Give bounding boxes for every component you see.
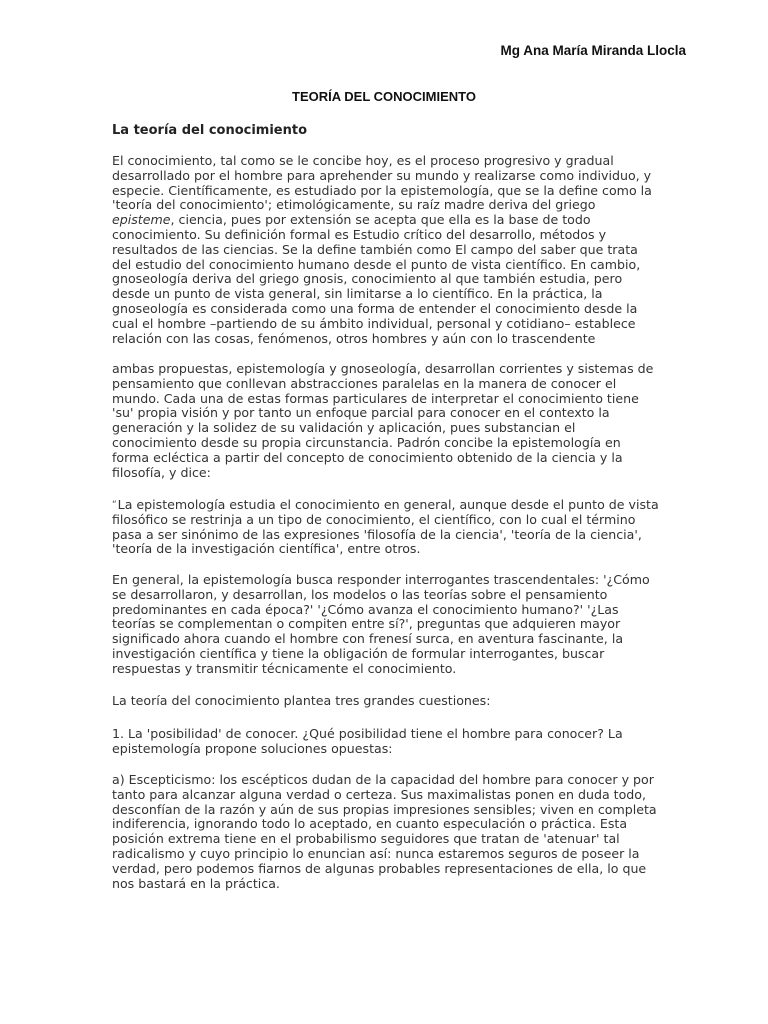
paragraph-3-text: La epistemología estudia el conocimiento en general, aunque desde el punto de vista filosófico se restrinja a un tipo de conocimiento, el científico, con lo cual el término pasa a ser sinónimo de las expresiones 'filosofía de la ciencia', 'teoría de la ciencia', 'teoría de la investigación científica', entre otros. xyxy=(112,497,659,557)
paragraph-6 xyxy=(112,727,660,757)
paragraph-7 xyxy=(112,773,660,891)
section-heading: La teoría del conocimiento xyxy=(112,123,308,138)
paragraph-7-text: a) Escepticismo: los escépticos dudan de la capacidad del hombre para conocer y por tanto para alcanzar alguna verdad o certeza. Sus maximalistas ponen en duda todo, desconfían de la razón y aún de sus propias impresiones sensibles; viven en completa indiferencia, ignorando todo lo aceptado, en cuanto especulación o práctica. Esta posición extrema tiene en el probabilismo seguidores que tratan de 'atenuar' tal radicalismo y cuyo principio lo enuncian así: nunca estaremos seguros de poseer la verdad, pero podemos fiarnos de algunas probables representaciones de ella, lo que nos bastará en la práctica. xyxy=(112,772,657,891)
paragraph-4-text: En general, la epistemología busca responder interrogantes trascendentales: '¿Cómo se desarrollaron, y desarrollan, los modelos o las teorías sobre el pensamiento predominantes en cada época?' '¿Cómo avanza el conocimiento humano?' '¿Las teorías se complementan o compiten entre sí?', preguntas que adquieren mayor significado ahora cuando el hombre con frenesí surca, en aventura fascinante, la investigación científica y tiene la obligación de formular interrogantes, buscar respuestas y transmitir técnicamente el conocimiento. xyxy=(112,572,650,676)
paragraph-2 xyxy=(112,362,660,480)
paragraph-1-text-a: El conocimiento, tal como se le concibe hoy, es el proceso progresivo y gradual desarrollado por el hombre para aprehender su mundo y realizarse como individuo, y especie. Científicamente, es estudiado por la epistemología, que se la define como la 'teoría del conocimiento'; etimológicamente, su raíz madre deriva del griego xyxy=(112,153,652,213)
paragraph-1-emphasis: episteme xyxy=(112,212,171,228)
paragraph-1-text-b: , ciencia, pues por extensión se acepta que ella es la base de todo conocimiento. Su definición formal es Estudio crítico del desarrollo, métodos y resultados de las ciencias. Se la define también como El campo del saber que trata del estudio del conocimiento humano desde el punto de vista científico. En cambio, gnoseología deriva del griego gnosis, conocimiento al que también estudia, pero desde un punto de vista general, sin limitarse a lo científico. En la práctica, la gnoseología es considerada como una forma de entender el conocimiento desde la cual el hombre –partiendo de su ámbito individual, personal y cotidiano– establece relación con las cosas, fenómenos, otros hombres y aún con lo trascendente xyxy=(112,212,641,346)
paragraph-5-text: La teoría del conocimiento plantea tres grandes cuestiones: xyxy=(112,693,491,708)
paragraph-4 xyxy=(112,573,660,677)
author-header: Mg Ana María Miranda Llocla xyxy=(500,43,686,58)
paragraph-5 xyxy=(112,694,660,709)
quote-mark: “ xyxy=(112,500,117,510)
paragraph-6-text: 1. La 'posibilidad' de conocer. ¿Qué posibilidad tiene el hombre para conocer? La epistemología propone soluciones opuestas: xyxy=(112,726,623,756)
paragraph-1 xyxy=(112,154,660,346)
paragraph-2-text: ambas propuestas, epistemología y gnoseología, desarrollan corrientes y sistemas de pensamiento que conllevan abstracciones paralelas en la manera de conocer el mundo. Cada una de estas formas particulares de interpretar el conocimiento tiene 'su' propia visión y por tanto un enfoque parcial para conocer en el contexto la generación y la solidez de su validación y aplicación, pues substancian el conocimiento desde su propia circunstancia. Padrón concibe la epistemología en forma ecléctica a partir del concepto de conocimiento obtenido de la ciencia y la filosofía, y dice: xyxy=(112,361,654,480)
paragraph-3-quote xyxy=(112,498,660,557)
document-title: TEORÍA DEL CONOCIMIENTO xyxy=(292,89,476,104)
